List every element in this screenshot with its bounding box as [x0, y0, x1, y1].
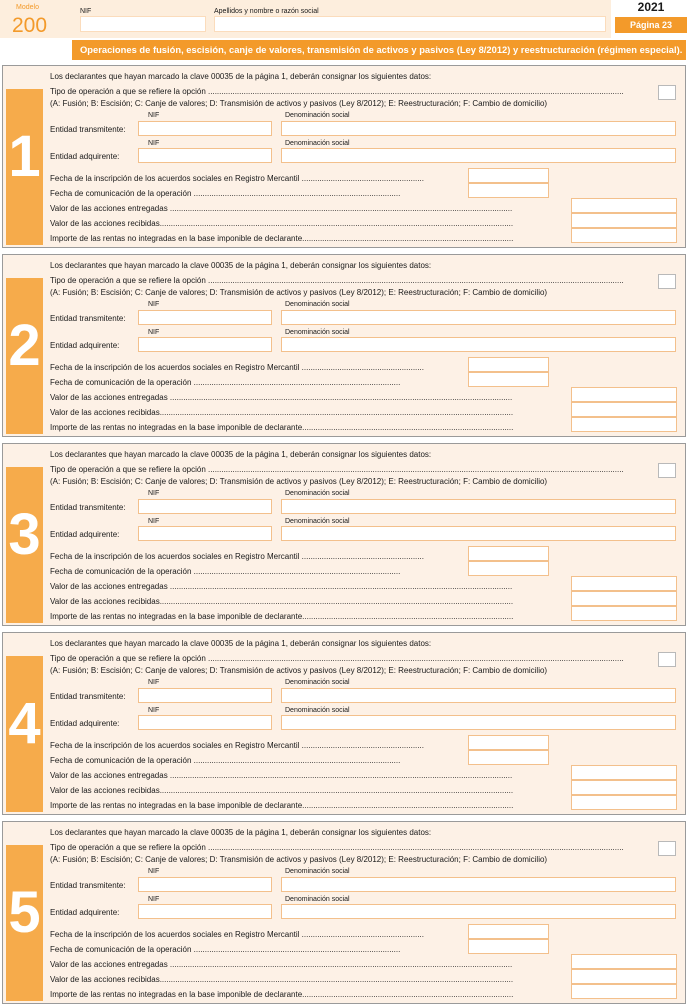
valor-recibidas-field[interactable]	[571, 213, 677, 228]
tipo-operacion-field[interactable]	[658, 652, 676, 667]
nif-column-label: NIF	[148, 140, 160, 147]
fecha-inscripcion-label: Fecha de la inscripción de los acuerdos sociales en Registro Mercantil .......................................................	[50, 174, 424, 183]
section-intro: Los declarantes que hayan marcado la clave 00035 de la página 1, deberán consignar los siguientes datos:	[50, 639, 432, 648]
nif-column-label: NIF	[148, 679, 160, 686]
nif-column-label: NIF	[148, 329, 160, 336]
fecha-inscripcion-label: Fecha de la inscripción de los acuerdos sociales en Registro Mercantil .......................................................	[50, 363, 424, 372]
adquirente-denominacion-field[interactable]	[281, 148, 676, 163]
importe-rentas-label: Importe de las rentas no integradas en la base imponible de declarante...............................................................................................	[50, 990, 514, 999]
importe-rentas-field[interactable]	[571, 984, 677, 999]
fecha-comunicacion-field[interactable]	[468, 750, 549, 765]
valor-entregadas-label: Valor de las acciones entregadas ..........................................................................................................................................................	[50, 393, 513, 402]
entidad-adquirente-label: Entidad adquirente:	[50, 530, 120, 539]
fecha-comunicacion-label: Fecha de comunicación de la operación .............................................................................................	[50, 189, 401, 198]
importe-rentas-label: Importe de las rentas no integradas en la base imponible de declarante...............................................................................................	[50, 612, 514, 621]
entidad-transmitente-label: Entidad transmitente:	[50, 503, 126, 512]
adquirente-denominacion-field[interactable]	[281, 715, 676, 730]
fecha-inscripcion-field[interactable]	[468, 168, 549, 183]
section-number: 4	[8, 691, 41, 756]
page-number-badge: Página 23	[615, 17, 687, 33]
fecha-inscripcion-field[interactable]	[468, 924, 549, 939]
page-title: Operaciones de fusión, escisión, canje de valores, transmisión de activos y pasivos (Ley 8/2012) y reestructuración (régimen especial).	[72, 40, 686, 60]
operation-section	[2, 443, 686, 626]
denominacion-column-label: Denominación social	[285, 707, 350, 714]
adquirente-nif-field[interactable]	[138, 715, 272, 730]
fecha-inscripcion-label: Fecha de la inscripción de los acuerdos sociales en Registro Mercantil .......................................................	[50, 552, 424, 561]
modelo-label: Modelo	[16, 4, 39, 11]
adquirente-nif-field[interactable]	[138, 148, 272, 163]
denominacion-column-label: Denominación social	[285, 868, 350, 875]
options-legend: (A: Fusión; B: Escisión; C: Canje de valores; D: Transmisión de activos y pasivos (Ley 8/2012); E: Reestructuración; F: Cambio de domicilio)	[50, 477, 548, 486]
nif-column-label: NIF	[148, 707, 160, 714]
tipo-operacion-label: Tipo de operación a que se refiere la opción ...........................................................................................................................................................................................	[50, 843, 624, 852]
section-number-block	[6, 467, 43, 623]
options-legend: (A: Fusión; B: Escisión; C: Canje de valores; D: Transmisión de activos y pasivos (Ley 8/2012); E: Reestructuración; F: Cambio de domicilio)	[50, 855, 548, 864]
denominacion-column-label: Denominación social	[285, 140, 350, 147]
valor-entregadas-label: Valor de las acciones entregadas ..........................................................................................................................................................	[50, 204, 513, 213]
adquirente-nif-field[interactable]	[138, 904, 272, 919]
section-intro: Los declarantes que hayan marcado la clave 00035 de la página 1, deberán consignar los siguientes datos:	[50, 72, 432, 81]
section-number: 3	[8, 502, 41, 567]
valor-entregadas-label: Valor de las acciones entregadas ..........................................................................................................................................................	[50, 771, 513, 780]
transmitente-denominacion-field[interactable]	[281, 688, 676, 703]
denominacion-column-label: Denominación social	[285, 490, 350, 497]
header-name-label: Apellidos y nombre o razón social	[214, 8, 319, 15]
nif-column-label: NIF	[148, 518, 160, 525]
options-legend: (A: Fusión; B: Escisión; C: Canje de valores; D: Transmisión de activos y pasivos (Ley 8/2012); E: Reestructuración; F: Cambio de domicilio)	[50, 288, 548, 297]
valor-recibidas-field[interactable]	[571, 402, 677, 417]
valor-recibidas-field[interactable]	[571, 591, 677, 606]
valor-entregadas-field[interactable]	[571, 576, 677, 591]
nif-column-label: NIF	[148, 896, 160, 903]
entidad-adquirente-label: Entidad adquirente:	[50, 719, 120, 728]
tipo-operacion-label: Tipo de operación a que se refiere la opción ...........................................................................................................................................................................................	[50, 654, 624, 663]
modelo-number: 200	[12, 14, 48, 37]
fecha-comunicacion-label: Fecha de comunicación de la operación .............................................................................................	[50, 945, 401, 954]
fecha-inscripcion-field[interactable]	[468, 735, 549, 750]
tipo-operacion-field[interactable]	[658, 274, 676, 289]
denominacion-column-label: Denominación social	[285, 679, 350, 686]
transmitente-nif-field[interactable]	[138, 310, 272, 325]
section-number-block	[6, 656, 43, 812]
valor-entregadas-label: Valor de las acciones entregadas ..........................................................................................................................................................	[50, 582, 513, 591]
transmitente-denominacion-field[interactable]	[281, 121, 676, 136]
denominacion-column-label: Denominación social	[285, 112, 350, 119]
section-intro: Los declarantes que hayan marcado la clave 00035 de la página 1, deberán consignar los siguientes datos:	[50, 828, 432, 837]
valor-entregadas-field[interactable]	[571, 198, 677, 213]
entidad-adquirente-label: Entidad adquirente:	[50, 341, 120, 350]
denominacion-column-label: Denominación social	[285, 329, 350, 336]
entidad-adquirente-label: Entidad adquirente:	[50, 152, 120, 161]
tipo-operacion-field[interactable]	[658, 841, 676, 856]
fecha-comunicacion-field[interactable]	[468, 939, 549, 954]
nif-column-label: NIF	[148, 112, 160, 119]
section-number-block	[6, 845, 43, 1001]
valor-recibidas-label: Valor de las acciones recibidas...............................................................................................................................................................	[50, 219, 514, 228]
section-number: 1	[8, 124, 41, 189]
tipo-operacion-label: Tipo de operación a que se refiere la opción ...........................................................................................................................................................................................	[50, 87, 624, 96]
section-number: 5	[8, 880, 41, 945]
header-name-field[interactable]	[214, 16, 606, 32]
adquirente-nif-field[interactable]	[138, 526, 272, 541]
adquirente-nif-field[interactable]	[138, 337, 272, 352]
section-intro: Los declarantes que hayan marcado la clave 00035 de la página 1, deberán consignar los siguientes datos:	[50, 261, 432, 270]
options-legend: (A: Fusión; B: Escisión; C: Canje de valores; D: Transmisión de activos y pasivos (Ley 8/2012); E: Reestructuración; F: Cambio de domicilio)	[50, 666, 548, 675]
fecha-comunicacion-label: Fecha de comunicación de la operación .............................................................................................	[50, 567, 401, 576]
valor-recibidas-label: Valor de las acciones recibidas...............................................................................................................................................................	[50, 597, 514, 606]
valor-entregadas-field[interactable]	[571, 765, 677, 780]
valor-recibidas-label: Valor de las acciones recibidas...............................................................................................................................................................	[50, 975, 514, 984]
denominacion-column-label: Denominación social	[285, 518, 350, 525]
fecha-inscripcion-label: Fecha de la inscripción de los acuerdos sociales en Registro Mercantil .......................................................	[50, 930, 424, 939]
transmitente-nif-field[interactable]	[138, 688, 272, 703]
valor-recibidas-label: Valor de las acciones recibidas...............................................................................................................................................................	[50, 408, 514, 417]
operation-section	[2, 254, 686, 437]
fecha-comunicacion-field[interactable]	[468, 372, 549, 387]
fecha-inscripcion-field[interactable]	[468, 546, 549, 561]
operation-section	[2, 65, 686, 248]
transmitente-nif-field[interactable]	[138, 121, 272, 136]
nif-column-label: NIF	[148, 490, 160, 497]
tipo-operacion-field[interactable]	[658, 463, 676, 478]
valor-entregadas-label: Valor de las acciones entregadas ..........................................................................................................................................................	[50, 960, 513, 969]
fiscal-year: 2021	[637, 0, 665, 14]
options-legend: (A: Fusión; B: Escisión; C: Canje de valores; D: Transmisión de activos y pasivos (Ley 8/2012); E: Reestructuración; F: Cambio de domicilio)	[50, 99, 548, 108]
importe-rentas-field[interactable]	[571, 417, 677, 432]
nif-column-label: NIF	[148, 868, 160, 875]
fecha-comunicacion-label: Fecha de comunicación de la operación .............................................................................................	[50, 378, 401, 387]
valor-recibidas-field[interactable]	[571, 780, 677, 795]
section-number: 2	[8, 313, 41, 378]
entidad-adquirente-label: Entidad adquirente:	[50, 908, 120, 917]
section-number-block	[6, 89, 43, 245]
importe-rentas-field[interactable]	[571, 228, 677, 243]
tipo-operacion-field[interactable]	[658, 85, 676, 100]
nif-column-label: NIF	[148, 301, 160, 308]
adquirente-denominacion-field[interactable]	[281, 904, 676, 919]
transmitente-nif-field[interactable]	[138, 499, 272, 514]
transmitente-denominacion-field[interactable]	[281, 499, 676, 514]
fecha-comunicacion-field[interactable]	[468, 561, 549, 576]
entidad-transmitente-label: Entidad transmitente:	[50, 125, 126, 134]
header-nif-field[interactable]	[80, 16, 206, 32]
operation-section	[2, 821, 686, 1004]
importe-rentas-field[interactable]	[571, 606, 677, 621]
valor-entregadas-field[interactable]	[571, 387, 677, 402]
tipo-operacion-label: Tipo de operación a que se refiere la opción ...........................................................................................................................................................................................	[50, 465, 624, 474]
fecha-comunicacion-field[interactable]	[468, 183, 549, 198]
fecha-inscripcion-label: Fecha de la inscripción de los acuerdos sociales en Registro Mercantil .......................................................	[50, 741, 424, 750]
importe-rentas-field[interactable]	[571, 795, 677, 810]
header-nif-label: NIF	[80, 8, 92, 15]
valor-recibidas-label: Valor de las acciones recibidas...............................................................................................................................................................	[50, 786, 514, 795]
transmitente-denominacion-field[interactable]	[281, 877, 676, 892]
fecha-comunicacion-label: Fecha de comunicación de la operación .............................................................................................	[50, 756, 401, 765]
importe-rentas-label: Importe de las rentas no integradas en la base imponible de declarante...............................................................................................	[50, 423, 514, 432]
valor-entregadas-field[interactable]	[571, 954, 677, 969]
fecha-inscripcion-field[interactable]	[468, 357, 549, 372]
transmitente-nif-field[interactable]	[138, 877, 272, 892]
denominacion-column-label: Denominación social	[285, 301, 350, 308]
operation-section	[2, 632, 686, 815]
entidad-transmitente-label: Entidad transmitente:	[50, 692, 126, 701]
denominacion-column-label: Denominación social	[285, 896, 350, 903]
transmitente-denominacion-field[interactable]	[281, 310, 676, 325]
adquirente-denominacion-field[interactable]	[281, 337, 676, 352]
importe-rentas-label: Importe de las rentas no integradas en la base imponible de declarante...............................................................................................	[50, 801, 514, 810]
valor-recibidas-field[interactable]	[571, 969, 677, 984]
importe-rentas-label: Importe de las rentas no integradas en la base imponible de declarante...............................................................................................	[50, 234, 514, 243]
section-intro: Los declarantes que hayan marcado la clave 00035 de la página 1, deberán consignar los siguientes datos:	[50, 450, 432, 459]
adquirente-denominacion-field[interactable]	[281, 526, 676, 541]
section-number-block	[6, 278, 43, 434]
entidad-transmitente-label: Entidad transmitente:	[50, 881, 126, 890]
entidad-transmitente-label: Entidad transmitente:	[50, 314, 126, 323]
tipo-operacion-label: Tipo de operación a que se refiere la opción ...........................................................................................................................................................................................	[50, 276, 624, 285]
